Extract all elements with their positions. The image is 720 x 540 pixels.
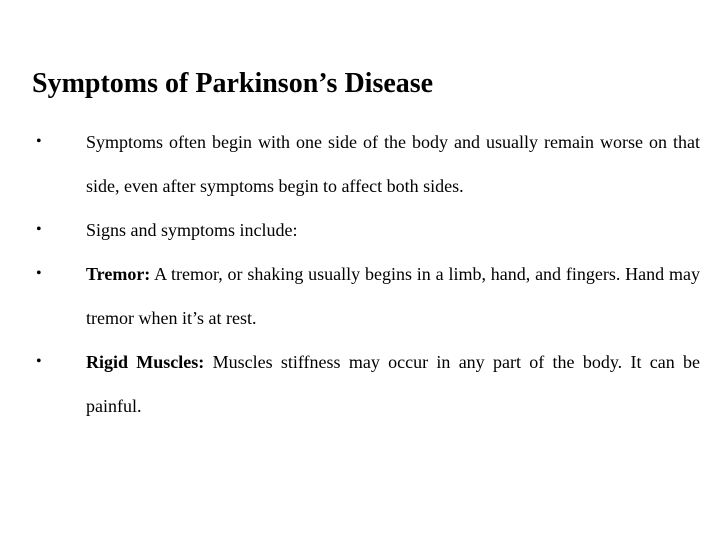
bullet-item-symptoms-one-side <box>36 120 700 208</box>
bullet-item-signs-include <box>36 208 700 252</box>
bullet-text: A tremor, or shaking usually begins in a limb, hand, and fingers. Hand may tremor when it’s at rest. <box>86 264 700 328</box>
bullet-text: Symptoms often begin with one side of the body and usually remain worse on that side, even after symptoms begin to affect both sides. <box>86 132 700 196</box>
bullet-item-tremor <box>36 252 700 340</box>
slide-title: Symptoms of Parkinson’s Disease <box>32 68 434 99</box>
bullet-dot-icon: • <box>36 265 42 282</box>
bullet-text: Muscles stiffness may occur in any part of the body. It can be painful. <box>86 352 700 416</box>
bullet-term: Tremor: <box>86 264 151 284</box>
bullet-text: Signs and symptoms include: <box>86 220 298 240</box>
bullet-term: Rigid Muscles: <box>86 352 205 372</box>
bullet-dot-icon: • <box>36 353 42 370</box>
bullet-dot-icon: • <box>36 133 42 150</box>
bullet-dot-icon: • <box>36 221 42 238</box>
bullet-list <box>36 120 700 428</box>
bullet-item-rigid-muscles <box>36 340 700 428</box>
